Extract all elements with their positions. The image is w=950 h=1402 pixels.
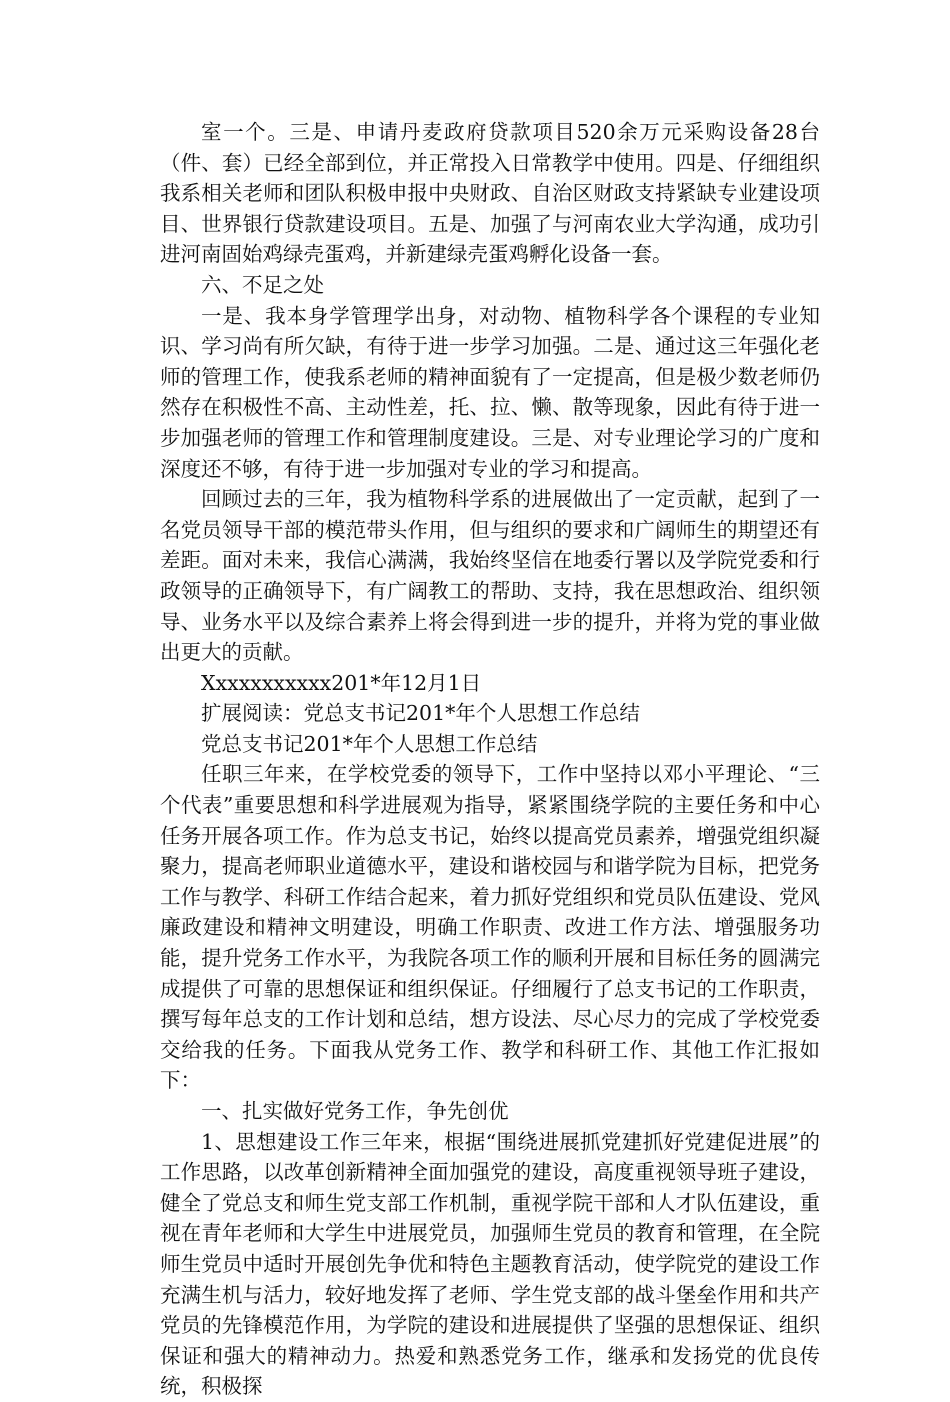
article-title: 党总支书记201*年个人思想工作总结 bbox=[201, 731, 538, 756]
signature-date: Xxxxxxxxxxx201*年12月1日 bbox=[201, 670, 482, 695]
paragraph-shortcomings: 一是、我本身学管理学出身，对动物、植物科学各个课程的专业知识、学习尚有所欠缺，有待于进一步学习加强。二是、通过这三年强化老师的管理工作，使我系老师的精神面貌有了一定提高，但是极少数老师仍然存在积极性不高、主动性差，托、拉、懒、散等现象，因此有待于进一步加强老师的管理工作和管理制度建设。三是、对专业理论学习的广度和深度还不够，有待于进一步加强对专业的学习和提高。 bbox=[160, 303, 820, 481]
extended-reading-heading: 扩展阅读：党总支书记201*年个人思想工作总结 bbox=[201, 701, 640, 726]
paragraph-continued-equipment: 室一个。三是、申请丹麦政府贷款项目520余万元采购设备28台（件、套）已经全部到位，并正常投入日常教学中使用。四是、仔细组织我系相关老师和团队积极申报中央财政、自治区财政支持紧缺专业建设项目、世界银行贷款建设项目。五是、加强了与河南农业大学沟通，成功引进河南固始鸡绿壳蛋鸡，并新建绿壳蛋鸡孵化设备一套。 bbox=[160, 120, 820, 267]
paragraph-review: 回顾过去的三年，我为植物科学系的进展做出了一定贡献，起到了一名党员领导干部的模范带头作用，但与组织的要求和广阔师生的期望还有差距。面对未来，我信心满满，我始终坚信在地委行署以及学院党委和行政领导的正确领导下，有广阔教工的帮助、支持，我在思想政治、组织领导、业务水平以及综合素养上将会得到进一步的提升，并将为党的事业做出更大的贡献。 bbox=[160, 487, 820, 665]
paragraph-ideological-building: 1、思想建设工作三年来，根据“围绕进展抓党建抓好党建促进展”的工作思路，以改革创新精神全面加强党的建设，高度重视领导班子建设，健全了党总支和师生党支部工作机制，重视学院干部和人才队伍建设，重视在青年老师和大学生中进展党员，加强师生党员的教育和管理，在全院师生党员中适时开展创先争优和特色主题教育活动，使学院党的建设工作充满生机与活力，较好地发挥了老师、学生党支部的战斗堡垒作用和共产党员的先锋模范作用，为学院的建设和进展提供了坚强的思想保证、组织保证和强大的精神动力。热爱和熟悉党务工作，继承和发扬党的优良传统，积极探 bbox=[160, 1129, 820, 1399]
document-body bbox=[160, 117, 820, 1402]
section-heading-shortcomings: 六、不足之处 bbox=[201, 272, 324, 297]
section-heading-party-work: 一、扎实做好党务工作，争先创优 bbox=[201, 1099, 509, 1123]
paragraph-intro: 任职三年来，在学校党委的领导下，工作中坚持以邓小平理论、“三个代表”重要思想和科学进展观为指导，紧紧围绕学院的主要任务和中心任务开展各项工作。作为总支书记，始终以提高党员素养，增强党组织凝聚力，提高老师职业道德水平，建设和谐校园与和谐学院为目标，把党务工作与教学、科研工作结合起来，着力抓好党组织和党员队伍建设、党风廉政建设和精神文明建设，明确工作职责、改进工作方法、增强服务功能，提升党务工作水平，为我院各项工作的顺利开展和目标任务的圆满完成提供了可靠的思想保证和组织保证。仔细履行了总支书记的工作职责，撰写每年总支的工作计划和总结，想方设法、尽心尽力的完成了学校党委交给我的任务。下面我从党务工作、教学和科研工作、其他工作汇报如下： bbox=[160, 762, 820, 1093]
